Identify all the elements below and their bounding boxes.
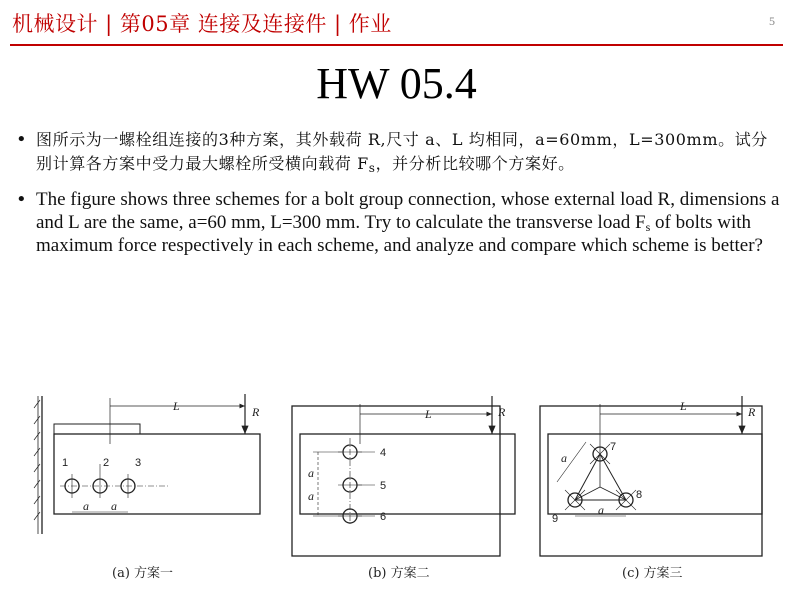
bolt-8-label: 8 xyxy=(636,489,643,501)
scheme-b-drawing xyxy=(292,396,515,556)
course-header-title: 机械设计 | 第05章 连接及连接件 | 作业 xyxy=(12,12,392,36)
bolt-4-label: 4 xyxy=(380,447,387,459)
scheme-a-caption: (a) 方案一 xyxy=(112,566,174,581)
scheme-b-a-label-2: a xyxy=(308,489,314,503)
scheme-c-R-label: R xyxy=(748,405,756,419)
bolt-schemes-figure xyxy=(30,384,770,589)
problem-statement xyxy=(14,128,784,269)
scheme-a-a-label-1: a xyxy=(83,499,89,513)
scheme-b-R-label: R xyxy=(498,405,506,419)
scheme-c-caption: (c) 方案三 xyxy=(622,566,683,581)
scheme-c-L-label: L xyxy=(680,399,687,413)
bolt-3-label: 3 xyxy=(135,457,142,469)
bolt-2-label: 2 xyxy=(103,457,110,469)
scheme-b-a-label-1: a xyxy=(308,466,314,480)
bullet-dot-icon: • xyxy=(16,189,27,210)
bullet-chinese xyxy=(14,128,784,176)
bolt-9-label: 9 xyxy=(552,513,559,525)
bullet-dot-icon: • xyxy=(16,129,27,150)
scheme-a-a-label-2: a xyxy=(111,499,117,513)
problem-text-chinese: 图所示为一螺栓组连接的3种方案，其外载荷 R,尺寸 a、L 均相同，a=60mm，L=300mm。试分别计算各方案中受力最大螺栓所受横向载荷 $F_s$，并分析比较哪个方案好。 xyxy=(36,130,768,175)
bolt-6-label: 6 xyxy=(380,511,387,523)
scheme-c-a-label-2: a xyxy=(598,503,604,517)
bolt-5-label: 5 xyxy=(380,480,387,492)
scheme-a-R-label: R xyxy=(252,405,260,419)
bullet-english xyxy=(14,188,784,257)
scheme-a-L-label: L xyxy=(173,399,180,413)
bolt-schemes-drawing xyxy=(30,384,770,589)
scheme-c-drawing xyxy=(540,396,762,556)
header-divider xyxy=(10,44,783,46)
scheme-c-a-label-1: a xyxy=(561,451,567,465)
problem-text-english: The figure shows three schemes for a bolt group connection, whose external load R, dimensions a and L are the same, a=60 mm, L=300 mm. Try to calculate the transverse load $F_s$ of bolts with maximum force respectively in each scheme, and analyze and compare which scheme is better? xyxy=(36,189,780,256)
page-number: 5 xyxy=(769,14,775,28)
scheme-b-L-label: L xyxy=(425,407,432,421)
slide-header xyxy=(0,0,793,50)
scheme-b-caption: (b) 方案二 xyxy=(368,566,430,581)
slide-title: HW 05.4 xyxy=(316,59,477,108)
bolt-7-label: 7 xyxy=(610,441,617,453)
bolt-1-label: 1 xyxy=(62,457,69,469)
